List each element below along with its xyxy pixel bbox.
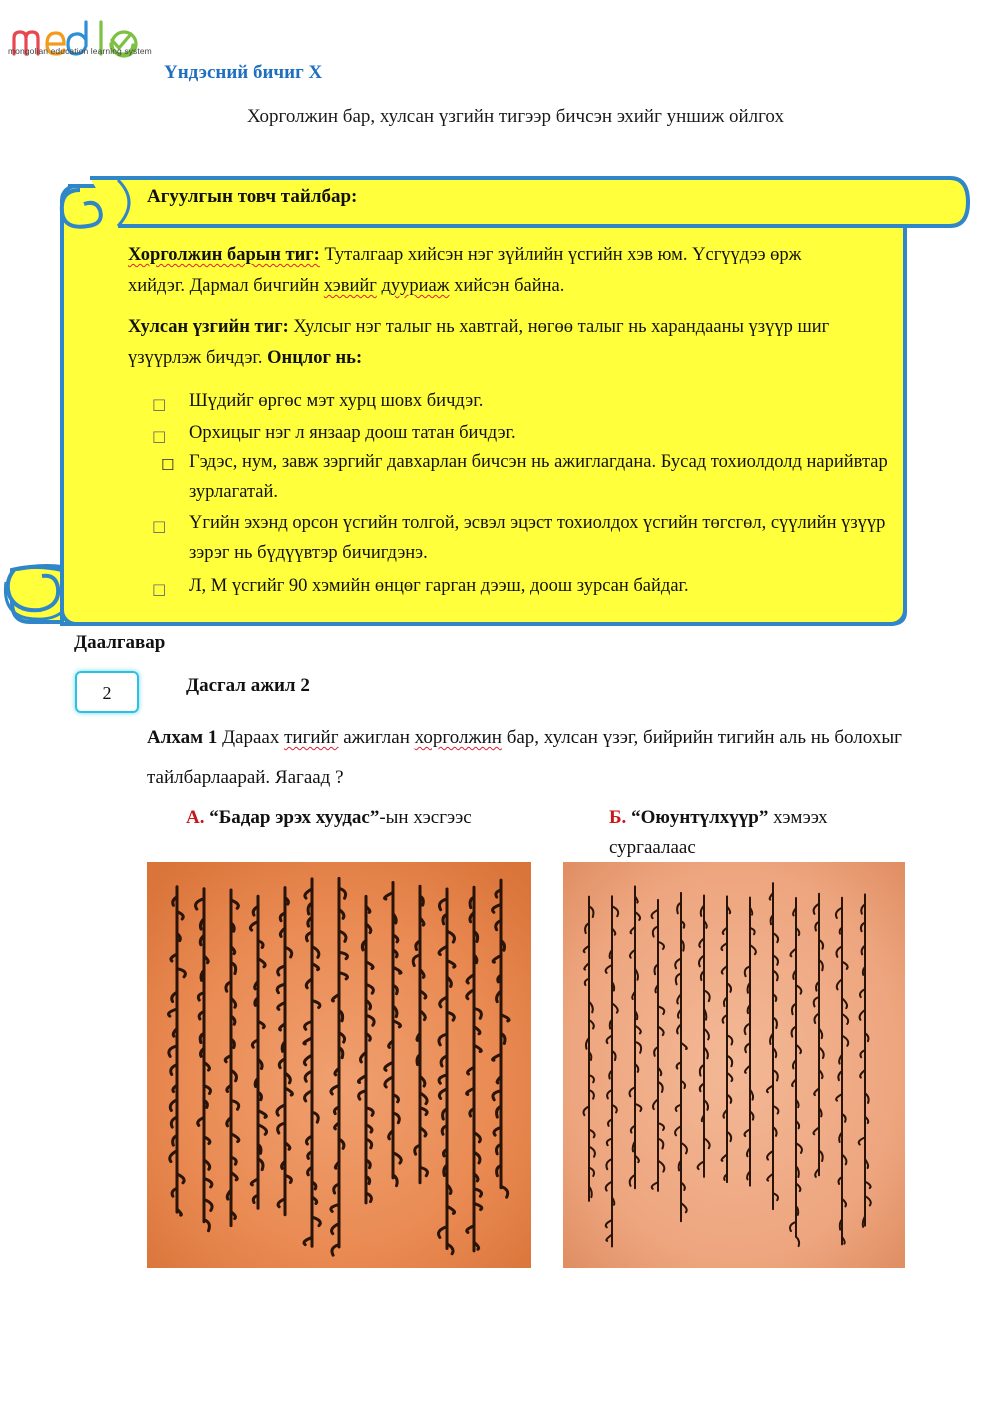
step-text-c: бар, хулсан үзэг, бийрийн тигийн аль нь болохыг тайлбарлаарай. Яагаад ?	[147, 727, 902, 788]
example-a-suffix: -ын хэсгээс	[379, 807, 472, 828]
example-a-caption	[186, 803, 486, 833]
p1-text-c: хийсэн байна.	[449, 276, 565, 296]
task-section-title: Даалгавар	[74, 632, 166, 653]
checkbox-icon: □	[152, 580, 167, 598]
logo-text: medle	[8, 5, 48, 22]
bullet-text: Гэдэс, нум, завж зэргийг давхарлан бичсэн нь ажиглагдана. Бусад тохиолдолд нарийвтар зурлагатай.	[189, 452, 888, 502]
step-word-1: тигийг	[284, 727, 339, 748]
step-label: Алхам 1	[147, 727, 218, 748]
bullet-text: Орхицыг нэг л янзаар доош татан бичдэг.	[189, 423, 516, 443]
example-b-letter: Б.	[609, 807, 627, 828]
example-a-title: “Бадар эрэх хуудас”	[209, 807, 380, 828]
bullet-5	[152, 571, 889, 601]
example-a-letter: А.	[186, 807, 205, 828]
lesson-title: Үндэсний бичиг X	[164, 62, 323, 83]
logo-tagline: mongolian education learning system	[8, 46, 152, 56]
term-features: Онцлог нь:	[262, 348, 363, 368]
exercise-number-badge: 2	[75, 671, 139, 713]
bullet-text: Үгийн эхэнд орсон үсгийн толгой, эсвэл эцэст тохиолдох үсгийн төгсгөл, сүүлийн үзүүр зэрэг нь бүдүүвтэр бичигдэнэ.	[189, 513, 886, 563]
summary-paragraph-1	[128, 240, 863, 302]
checkbox-icon: ☐	[161, 456, 175, 474]
term-horgoljin: Хорголжин барын тиг:	[128, 245, 320, 265]
checkbox-icon: □	[152, 517, 167, 535]
bullet-text: Шүдийг өргөс мэт хурц шовх бичдэг.	[189, 391, 484, 411]
p2-text: Хулсыг нэг талыг нь хавтгай, нөгөө талыг нь харандааны үзүүр шиг үзүүрлэж бичдэг.	[128, 317, 830, 368]
bullet-3	[161, 447, 889, 507]
checkbox-icon: □	[152, 395, 167, 413]
p1-text-a: Туталгаар хийсэн нэг зүйлийн үсгийн хэв юм. Үсгүүдээ өрж хийдэг. Дармал бичгийн	[128, 245, 802, 296]
step-word-2: хорголжин	[414, 727, 502, 748]
step-text-b: ажиглан	[338, 727, 415, 748]
example-b-caption	[609, 803, 909, 863]
step-instructions	[147, 718, 907, 798]
bullet-4	[152, 508, 889, 568]
p1-word-2: дууриаж	[381, 276, 450, 296]
example-b-suffix: хэмээх сургаалаас	[609, 807, 828, 858]
bullet-text: Л, М үсгийг 90 хэмийн өнцөг гарган дээш, доош зурсан байдаг.	[189, 576, 689, 596]
manuscript-b-image	[563, 862, 905, 1268]
example-b-title: “Оюунтүлхүүр”	[631, 807, 769, 828]
p1-word-1: хэвийг	[323, 276, 377, 296]
bullet-1	[152, 386, 889, 416]
lesson-objective: Хорголжин бар, хулсан үзгийн тигээр бичсэн эхийг уншиж ойлгох	[247, 106, 784, 127]
bullet-2	[152, 418, 889, 448]
step-text-a: Дараах	[217, 727, 285, 748]
summary-paragraph-2	[128, 312, 863, 374]
term-hulsan: Хулсан үзгийн тиг:	[128, 317, 289, 337]
exercise-title: Дасгал ажил 2	[186, 675, 310, 696]
manuscript-a-image	[147, 862, 531, 1268]
checkbox-icon: □	[152, 427, 167, 445]
summary-heading: Агуулгын товч тайлбар:	[147, 186, 358, 207]
